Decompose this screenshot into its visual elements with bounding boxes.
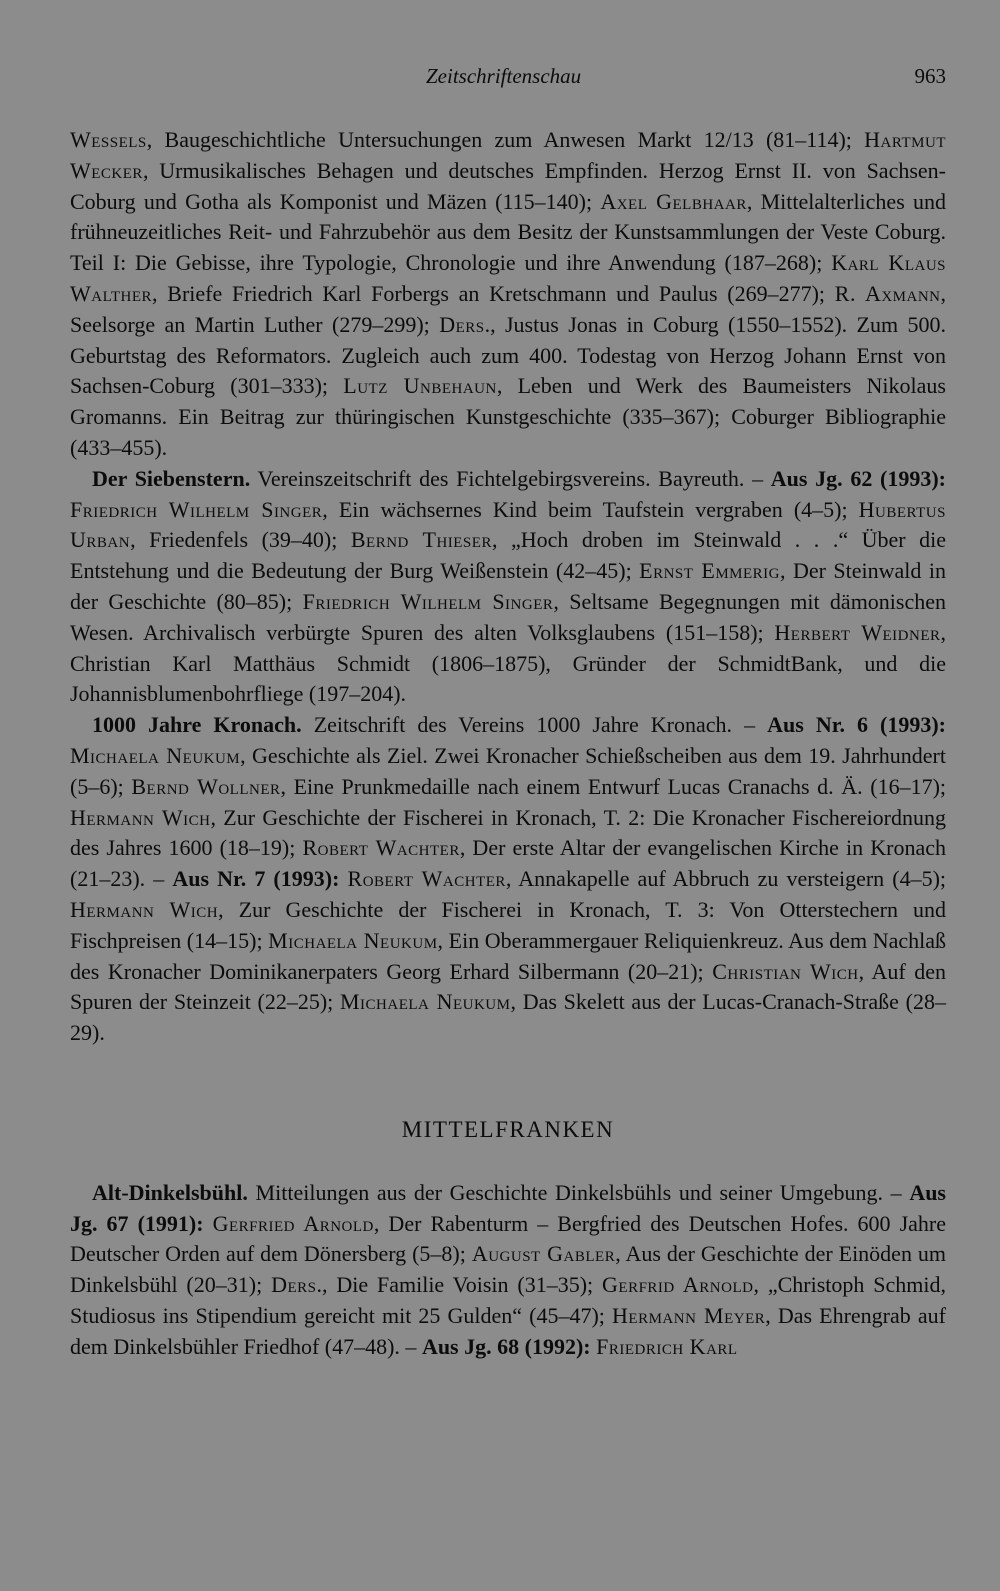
entry-text: , Der Steinwald in der Geschichte (80–85); <box>70 558 946 614</box>
author-name: Bernd Thieser <box>350 527 492 553</box>
entry-text: ., Die Familie Voisin (31–35); <box>316 1272 603 1298</box>
author-name: Christian Wich <box>712 958 859 984</box>
entry-text: , Der erste Altar der evangelischen Kirche in Kronach (21–23). – <box>70 835 946 892</box>
periodical-title: Aus Jg. 62 (1993): <box>770 465 946 491</box>
periodical-title: Der Siebenstern. <box>92 465 251 491</box>
author-name: Hermann Meyer <box>612 1302 766 1328</box>
author-name: Hartmut Wecker <box>70 127 946 183</box>
entry-text: , Eine Prunkmedaille nach einem Entwurf Lucas Cranachs d. Ä. (16–17); <box>280 773 947 799</box>
entry-text: ., Justus Jonas in Coburg (1550–1552). Zum 500. Geburtstag des Reformators. Zugleich auch zum 400. Todestag von Herzog Johann Ernst von Sachsen-Coburg (301–333); <box>70 311 946 399</box>
author-name: Michaela Neukum <box>70 742 241 768</box>
periodical-title: 1000 Jahre Kronach. <box>92 712 302 738</box>
entry-text: , Seltsame Begegnungen mit dämonischen Wesen. Archivalisch verbürgte Spuren des alten Volksglaubens (151–158); <box>70 588 947 645</box>
author-name: Michaela Neukum <box>340 989 511 1015</box>
page-body <box>70 125 946 1362</box>
periodical-title: Aus Jg. 68 (1992): <box>421 1333 591 1359</box>
author-name: Hermann Wich <box>70 896 219 922</box>
author-name: Ders <box>439 311 485 337</box>
entry-text: , Baugeschichtliche Untersuchungen zum Anwesen Markt 12/13 (81–114); <box>146 127 865 152</box>
author-name: Ders <box>271 1272 317 1298</box>
author-name: Gerfried Arnold <box>212 1210 374 1236</box>
entry-text: , Ein wächsernes Kind beim Taufstein vergraben (4–5); <box>322 496 859 522</box>
author-name: Hermann Wich <box>70 804 211 830</box>
author-name: Lutz Unbehaun <box>343 373 497 399</box>
entry-text: , Annakapelle auf Abbruch zu versteigern (4–5); <box>505 866 947 892</box>
entry-text: , „Hoch droben im Steinwald . . .“ Über die Entstehung und die Bedeutung der Burg Weißenstein (42–45); <box>70 527 947 584</box>
entry-text: , Der Rabenturm – Bergfried des Deutschen Hofes. 600 Jahre Deutscher Orden auf dem Dönersberg (5–8); <box>70 1210 947 1267</box>
entry-text: , Das Ehrengrab auf dem Dinkelsbühler Friedhof (47–48). – <box>70 1302 946 1359</box>
author-name: Friedrich Karl <box>596 1333 738 1359</box>
entry-text <box>204 1211 213 1236</box>
section-title: MITTELFRANKEN <box>401 1116 615 1142</box>
entry-text: , Briefe Friedrich Karl Forbergs an Kretschmann und Paulus (269–277); <box>152 280 835 306</box>
running-head: Zeitschriftenschau <box>426 64 582 88</box>
author-name: Robert Wachter <box>302 835 460 861</box>
entry-text: , Auf den Spuren der Steinzeit (22–25); <box>70 958 946 1015</box>
author-name: R. Axmann <box>834 280 941 306</box>
page-header <box>70 64 946 94</box>
paragraph-alt-dinkelsbuehl <box>70 1178 946 1363</box>
periodical-title: Aus Jg. 67 (1991): <box>70 1179 946 1236</box>
entry-text: Mitteilungen aus der Geschichte Dinkelsbühls und seiner Umgebung. – <box>247 1179 910 1205</box>
author-name: Axel Gelbhaar <box>600 188 747 214</box>
author-name: Hubertus Urban <box>70 496 946 553</box>
entry-text: , Leben und Werk des Baumeisters Nikolaus Gromanns. Ein Beitrag zur thüringischen Kunstgeschichte (335–367); Coburger Bibliographie (433–455). <box>70 373 946 460</box>
entry-text: Zeitschrift des Vereins 1000 Jahre Kronach. – <box>301 712 768 738</box>
author-name: Michaela Neukum <box>268 927 438 953</box>
author-name: Karl Klaus Walther <box>70 250 946 306</box>
author-name: August Gabler <box>471 1241 616 1267</box>
entry-text: , Ein Oberammergauer Reliquienkreuz. Aus dem Nachlaß des Kronacher Dominikanerpaters Georg Erhard Silbermann (20–21); <box>70 927 946 984</box>
entry-text: Vereinszeitschrift des Fichtelgebirgsvereins. Bayreuth. – <box>250 465 771 491</box>
author-name: Friedrich Wilhelm Singer <box>302 588 554 614</box>
paragraph-1000-jahre-kronach <box>70 710 946 1049</box>
author-name: Friedrich Wilhelm Singer <box>70 496 323 522</box>
entry-text: , Das Skelett aus der Lucas-Cranach-Straße (28–29). <box>70 989 946 1046</box>
author-name: Robert Wachter <box>347 866 506 892</box>
paragraph-coburg-continued <box>70 125 946 464</box>
author-name: Bernd Wollner <box>131 773 281 799</box>
page-number: 963 <box>914 64 946 88</box>
author-name: Herbert Weidner <box>774 619 941 645</box>
author-name: Wessels <box>70 127 147 152</box>
entry-text: , Seelsorge an Martin Luther (279–299); <box>70 280 947 337</box>
entry-text: , Zur Geschichte der Fischerei in Kronach, T. 2: Die Kronacher Fischereiordnung des Jahres 1600 (18–19); <box>70 804 947 861</box>
entry-text <box>339 866 347 891</box>
periodical-title: Aus Nr. 7 (1993): <box>172 866 340 892</box>
entry-text: , „Christoph Schmid, Studiosus ins Stipendium gereicht mit 25 Gulden“ (45–47); <box>70 1272 946 1328</box>
paragraph-der-siebenstern <box>70 464 946 710</box>
entry-text: , Christian Karl Matthäus Schmidt (1806–1875), Gründer der SchmidtBank, und die Johannisblumenbohrfliege (197–204). <box>70 619 946 707</box>
author-name: Ernst Emmerig <box>639 558 781 584</box>
entry-text: , Zur Geschichte der Fischerei in Kronach, T. 3: Von Otterstechern und Fischpreisen (14–15); <box>70 896 947 953</box>
author-name: Gerfrid Arnold <box>602 1272 754 1298</box>
periodical-title: Aus Nr. 6 (1993): <box>767 712 946 738</box>
periodical-title: Alt-Dinkelsbühl. <box>92 1179 248 1205</box>
entry-text: , Friedenfels (39–40); <box>130 527 351 553</box>
entry-text: , Aus der Geschichte der Einöden um Dinkelsbühl (20–31); <box>70 1241 947 1298</box>
entry-text: , Mittelalterliches und frühneuzeitliches Reit- und Fahrzubehör aus dem Besitz der Kunstsammlungen der Veste Coburg. Teil I: Die Gebisse, ihre Typologie, Chronologie und ihre Anwendung (187–268); <box>70 188 946 276</box>
entry-text: , Geschichte als Ziel. Zwei Kronacher Schießscheiben aus dem 19. Jahrhundert (5–6); <box>70 742 946 799</box>
entry-text: , Urmusikalisches Behagen und deutsches Empfinden. Herzog Ernst II. von Sachsen-Coburg und Gotha als Komponist und Mäzen (115–140); <box>70 157 946 214</box>
